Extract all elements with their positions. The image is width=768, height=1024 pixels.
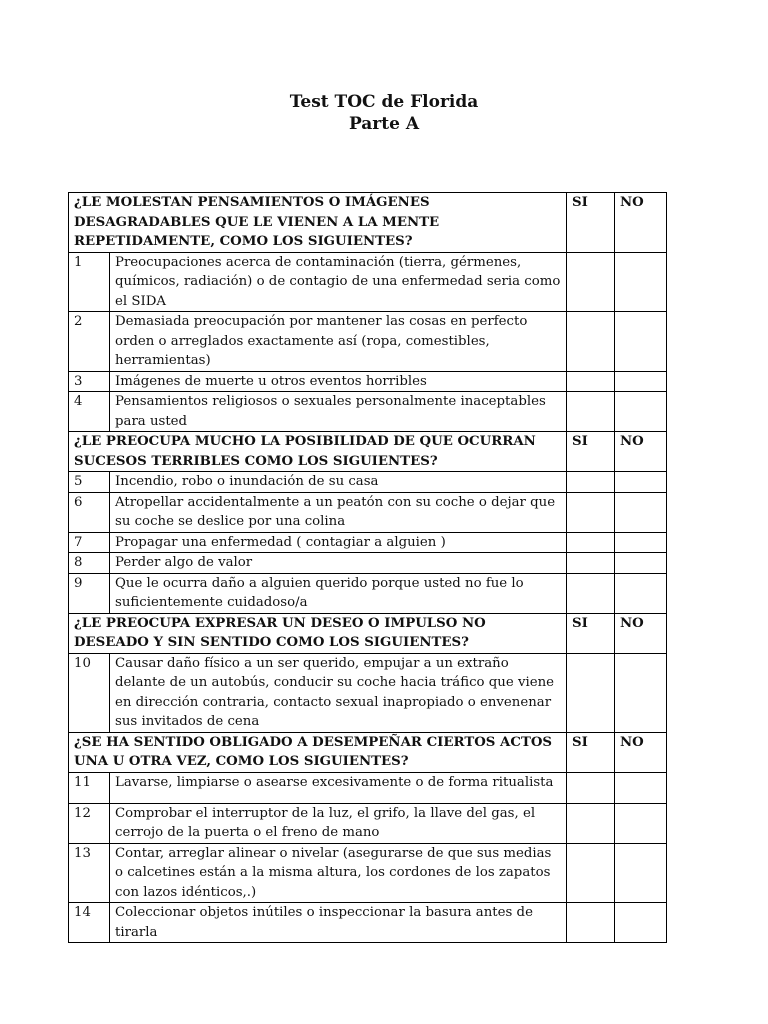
answer-no-cell[interactable] bbox=[615, 903, 667, 943]
section-heading: ¿LE PREOCUPA MUCHO LA POSIBILIDAD DE QUE OCURRAN SUCESOS TERRIBLES COMO LOS SIGUIENTES? bbox=[69, 432, 567, 472]
question-number: 4 bbox=[69, 392, 110, 432]
answer-si-cell[interactable] bbox=[567, 772, 615, 803]
question-number: 5 bbox=[69, 472, 110, 493]
answer-si-cell[interactable] bbox=[567, 573, 615, 613]
answer-no-cell[interactable] bbox=[615, 371, 667, 392]
question-text: Atropellar accidentalmente a un peatón con su coche o dejar que su coche se deslice por una colina bbox=[110, 492, 567, 532]
question-number: 11 bbox=[69, 772, 110, 803]
answer-si-cell[interactable] bbox=[567, 392, 615, 432]
answer-si-cell[interactable] bbox=[567, 553, 615, 574]
answer-no-cell[interactable] bbox=[615, 312, 667, 372]
answer-si-cell[interactable] bbox=[567, 903, 615, 943]
question-number: 2 bbox=[69, 312, 110, 372]
answer-no-cell[interactable] bbox=[615, 843, 667, 903]
answer-si-cell[interactable] bbox=[567, 532, 615, 553]
question-text: Imágenes de muerte u otros eventos horribles bbox=[110, 371, 567, 392]
question-number: 14 bbox=[69, 903, 110, 943]
question-row bbox=[69, 252, 667, 312]
question-row bbox=[69, 573, 667, 613]
question-row bbox=[69, 772, 667, 803]
no-column-header: NO bbox=[615, 613, 667, 653]
answer-no-cell[interactable] bbox=[615, 553, 667, 574]
question-row bbox=[69, 392, 667, 432]
answer-no-cell[interactable] bbox=[615, 573, 667, 613]
answer-si-cell[interactable] bbox=[567, 252, 615, 312]
section-header-row bbox=[69, 732, 667, 772]
question-number: 10 bbox=[69, 653, 110, 732]
question-number: 9 bbox=[69, 573, 110, 613]
questionnaire-table bbox=[68, 192, 667, 943]
question-text: Perder algo de valor bbox=[110, 553, 567, 574]
section-heading: ¿LE PREOCUPA EXPRESAR UN DESEO O IMPULSO NO DESEADO Y SIN SENTIDO COMO LOS SIGUIENTES? bbox=[69, 613, 567, 653]
question-row bbox=[69, 312, 667, 372]
question-text: Propagar una enfermedad ( contagiar a alguien ) bbox=[110, 532, 567, 553]
answer-si-cell[interactable] bbox=[567, 843, 615, 903]
answer-no-cell[interactable] bbox=[615, 653, 667, 732]
question-row bbox=[69, 553, 667, 574]
answer-no-cell[interactable] bbox=[615, 772, 667, 803]
questionnaire-body bbox=[69, 193, 667, 943]
question-number: 12 bbox=[69, 803, 110, 843]
answer-no-cell[interactable] bbox=[615, 532, 667, 553]
question-text: Contar, arreglar alinear o nivelar (asegurarse de que sus medias o calcetines están a la misma altura, los cordones de los zapatos con lazos idénticos,.) bbox=[110, 843, 567, 903]
answer-no-cell[interactable] bbox=[615, 492, 667, 532]
question-number: 3 bbox=[69, 371, 110, 392]
answer-si-cell[interactable] bbox=[567, 653, 615, 732]
no-column-header: NO bbox=[615, 732, 667, 772]
answer-si-cell[interactable] bbox=[567, 312, 615, 372]
answer-no-cell[interactable] bbox=[615, 252, 667, 312]
question-text: Pensamientos religiosos o sexuales personalmente inaceptables para usted bbox=[110, 392, 567, 432]
question-text: Demasiada preocupación por mantener las cosas en perfecto orden o arreglados exactamente así (ropa, comestibles, herramientas) bbox=[110, 312, 567, 372]
no-column-header: NO bbox=[615, 193, 667, 253]
section-heading: ¿LE MOLESTAN PENSAMIENTOS O IMÁGENES DESAGRADABLES QUE LE VIENEN A LA MENTE REPETIDAMENTE, COMO LOS SIGUIENTES? bbox=[69, 193, 567, 253]
section-header-row bbox=[69, 432, 667, 472]
question-text: Preocupaciones acerca de contaminación (tierra, gérmenes, químicos, radiación) o de contagio de una enfermedad seria como el SIDA bbox=[110, 252, 567, 312]
question-number: 13 bbox=[69, 843, 110, 903]
section-header-row bbox=[69, 193, 667, 253]
question-text: Que le ocurra daño a alguien querido porque usted no fue lo suficientemente cuidadoso/a bbox=[110, 573, 567, 613]
question-row bbox=[69, 903, 667, 943]
question-number: 8 bbox=[69, 553, 110, 574]
section-heading: ¿SE HA SENTIDO OBLIGADO A DESEMPEÑAR CIERTOS ACTOS UNA U OTRA VEZ, COMO LOS SIGUIENTES? bbox=[69, 732, 567, 772]
question-text: Causar daño físico a un ser querido, empujar a un extraño delante de un autobús, conducir su coche hacia tráfico que viene en dirección contraria, contacto sexual inapropiado o envenenar sus invitados de cena bbox=[110, 653, 567, 732]
si-column-header: SI bbox=[567, 732, 615, 772]
no-column-header: NO bbox=[615, 432, 667, 472]
answer-no-cell[interactable] bbox=[615, 392, 667, 432]
answer-no-cell[interactable] bbox=[615, 472, 667, 493]
answer-si-cell[interactable] bbox=[567, 472, 615, 493]
question-row bbox=[69, 371, 667, 392]
document-subtitle: Parte A bbox=[348, 114, 420, 134]
si-column-header: SI bbox=[567, 193, 615, 253]
question-text: Comprobar el interruptor de la luz, el grifo, la llave del gas, el cerrojo de la puerta o el freno de mano bbox=[110, 803, 567, 843]
question-row bbox=[69, 843, 667, 903]
question-number: 1 bbox=[69, 252, 110, 312]
question-row bbox=[69, 492, 667, 532]
question-row bbox=[69, 803, 667, 843]
answer-si-cell[interactable] bbox=[567, 492, 615, 532]
title-block bbox=[0, 91, 768, 135]
answer-si-cell[interactable] bbox=[567, 371, 615, 392]
question-text: Incendio, robo o inundación de su casa bbox=[110, 472, 567, 493]
answer-si-cell[interactable] bbox=[567, 803, 615, 843]
document-title: Test TOC de Florida bbox=[289, 92, 479, 112]
si-column-header: SI bbox=[567, 613, 615, 653]
question-number: 6 bbox=[69, 492, 110, 532]
question-text: Coleccionar objetos inútiles o inspeccionar la basura antes de tirarla bbox=[110, 903, 567, 943]
question-row bbox=[69, 472, 667, 493]
question-row bbox=[69, 653, 667, 732]
question-number: 7 bbox=[69, 532, 110, 553]
question-text: Lavarse, limpiarse o asearse excesivamente o de forma ritualista bbox=[110, 772, 567, 803]
section-header-row bbox=[69, 613, 667, 653]
question-row bbox=[69, 532, 667, 553]
answer-no-cell[interactable] bbox=[615, 803, 667, 843]
si-column-header: SI bbox=[567, 432, 615, 472]
